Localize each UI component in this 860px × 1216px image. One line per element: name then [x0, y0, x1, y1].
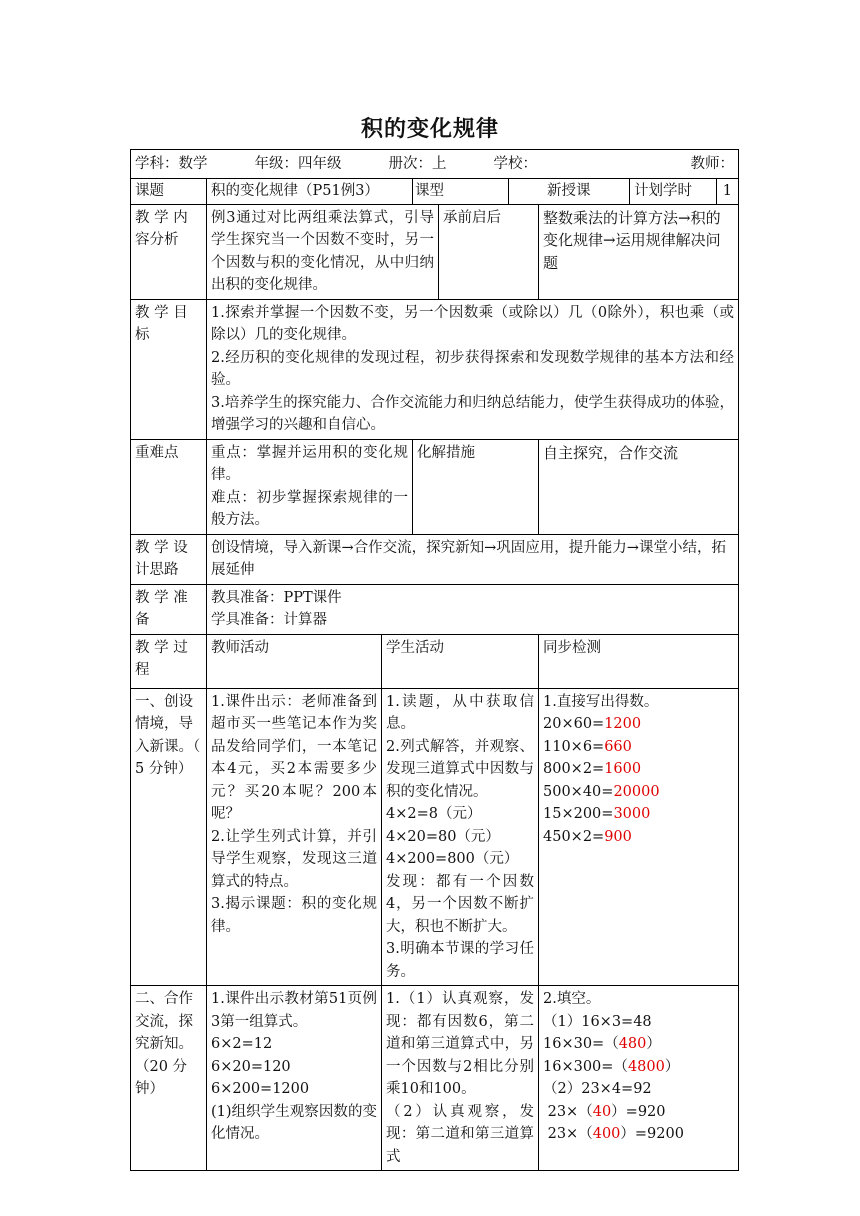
answer: 480: [618, 1036, 647, 1052]
sync-check-head: 同步检测: [539, 634, 739, 688]
type-value: 新授课: [509, 179, 630, 205]
check-item: （1）16×3=48: [543, 1013, 652, 1030]
answer: 400: [592, 1126, 621, 1142]
check-item: 800×2=1600: [543, 761, 642, 777]
topic-row: [131, 179, 739, 205]
teacher-activity-head: 教师活动: [207, 634, 382, 688]
teacher-step: 6×20=120: [211, 1058, 291, 1075]
prep-label: 教 学 准备: [131, 584, 207, 634]
teacher-step: 3.揭示课题：积的变化规律。: [211, 896, 377, 935]
check-title: 2.填空。: [543, 991, 601, 1007]
student-step: 1.读题，从中获取信息。: [386, 693, 534, 732]
check-item: 15×200=3000: [543, 806, 651, 822]
check-item: 450×2=900: [543, 828, 632, 845]
keys-cell: [207, 439, 413, 534]
prep-item: 学具准备：计算器: [211, 612, 327, 628]
answer: 900: [604, 828, 632, 845]
check-item: 16×30=（480）: [543, 1036, 661, 1052]
content-analysis-row: [131, 204, 739, 299]
answer: 1600: [604, 761, 642, 777]
check-item: 23×（400）=9200: [543, 1126, 684, 1142]
goals-list: [207, 299, 739, 439]
stage2-row: [131, 986, 739, 1171]
stage1-label: 一、创设情境，导入新课。（ 5 分钟）: [131, 688, 207, 986]
difficult-point: 难点：初步掌握探索规律的一般方法。: [211, 489, 408, 528]
prep-item: 教具准备：PPT课件: [211, 589, 342, 606]
teacher-step: (1)组织学生观察因数的变化情况。: [211, 1103, 377, 1142]
stage1-check: [539, 688, 739, 986]
lesson-plan-table: [130, 149, 738, 1171]
student-step: 1.（1）认真观察，发现：都有因数6，第二道和第三道算式中，另一个因数与2相比分别乘10和100。: [386, 991, 534, 1097]
type-label: 课型: [413, 179, 509, 205]
key-point: 重点：掌握并运用积的变化规律。: [211, 444, 408, 483]
subject-field: 学科：数学: [135, 155, 208, 172]
teacher-step: 1.课件出示教材第51页例3第一组算式。: [211, 991, 377, 1030]
stage1-student: [382, 688, 539, 986]
student-step: 发现：都有一个因数4，另一个因数不断扩大，积也不断扩大。: [386, 873, 534, 935]
key-points-row: [131, 439, 739, 534]
check-item: 23×（40）=920: [543, 1103, 666, 1120]
hours-value: 1: [722, 183, 732, 199]
student-step: 2.列式解答，并观察、发现三道算式中因数与积的变化情况。: [386, 738, 534, 800]
stage2-student: [382, 986, 539, 1171]
school-field: 学校：: [493, 155, 537, 172]
answer: 1200: [604, 716, 642, 732]
content-label: 教 学 内容分析: [131, 204, 207, 299]
keys-label: 重难点: [131, 439, 207, 534]
answer: 3000: [613, 806, 651, 822]
prep-lines: [207, 584, 739, 634]
stage1-teacher: [207, 688, 382, 986]
student-activity-head: 学生活动: [382, 634, 539, 688]
content-text: 例3通过对比两组乘法算式，引导学生探究当一个因数不变时，另一个因数与积的变化情况，从中归纳出积的变化规律。: [207, 204, 439, 299]
page-title: 积的变化规律: [360, 117, 499, 142]
teacher-step: 1.课件出示：老师准备到超市买一些笔记本作为奖品发给同学们，一本笔记本4元，买2本需要多少元？买20本呢？200本呢？: [211, 693, 377, 822]
stage2-teacher: [207, 986, 382, 1171]
goals-label: 教 学 目标: [131, 299, 207, 439]
hours-cell: [630, 179, 739, 205]
design-label: 教 学 设计思路: [131, 534, 207, 584]
teacher-step: 2.让学生列式计算，并引导学生观察，发现这三道算式的特点。: [211, 828, 377, 890]
check-item: 500×40=20000: [543, 783, 660, 800]
student-step: 4×20=80（元）: [386, 828, 500, 845]
answer: 20000: [613, 783, 660, 800]
check-item: 16×300=（4800）: [543, 1058, 680, 1075]
teacher-step: 6×2=12: [211, 1036, 273, 1052]
stage1-row: [131, 688, 739, 986]
prep-row: [131, 584, 739, 634]
check-item: 110×6=660: [543, 738, 632, 755]
answer: 660: [604, 738, 632, 755]
answer: 4800: [627, 1058, 665, 1075]
hours-label: 计划学时: [630, 179, 717, 204]
stage2-label: 二、合作交流，探究新知。（20 分钟）: [131, 986, 207, 1171]
answer: 40: [592, 1103, 612, 1120]
teacher-step: 6×200=1200: [211, 1081, 310, 1097]
student-step: （2）认真观察，发现：第二道和第三道算式: [386, 1103, 534, 1165]
student-step: 4×2=8（元）: [386, 806, 482, 822]
goal-item: 3.培养学生的探究能力、合作交流能力和归纳总结能力，使学生获得成功的体验，增强学习的兴趣和自信心。: [211, 394, 734, 433]
teacher-field: 教师：: [690, 155, 734, 172]
student-step: 4×200=800（元）: [386, 851, 519, 867]
measure-value: 自主探究，合作交流: [539, 439, 739, 534]
stage2-check: [539, 986, 739, 1171]
content-flow: 整数乘法的计算方法→积的变化规律→运用规律解决问题: [539, 204, 739, 299]
volume-field: 册次：上: [388, 155, 447, 172]
grade-field: 年级：四年级: [254, 155, 342, 172]
header-row: [131, 150, 739, 179]
content-mid-label: 承前启后: [439, 204, 539, 299]
check-item: （2）23×4=92: [543, 1081, 652, 1097]
design-row: [131, 534, 739, 584]
check-item: 20×60=1200: [543, 716, 642, 732]
goals-row: [131, 299, 739, 439]
measure-label: 化解措施: [413, 439, 539, 534]
check-title: 1.直接写出得数。: [543, 693, 659, 710]
goal-item: 2.经历积的变化规律的发现过程，初步获得探索和发现数学规律的基本方法和经验。: [211, 349, 734, 388]
process-label: 教 学 过程: [131, 634, 207, 688]
topic-value: 积的变化规律（P51例3）: [207, 179, 413, 205]
process-head-row: [131, 634, 739, 688]
student-step: 3.明确本节课的学习任务。: [386, 941, 534, 980]
topic-label: 课题: [131, 179, 207, 205]
goal-item: 1.探索并掌握一个因数不变，另一个因数乘（或除以）几（0除外），积也乘（或除以）几的变化规律。: [211, 304, 734, 343]
design-text: 创设情境，导入新课→合作交流，探究新知→巩固应用，提升能力→课堂小结，拓展延伸: [207, 534, 739, 584]
